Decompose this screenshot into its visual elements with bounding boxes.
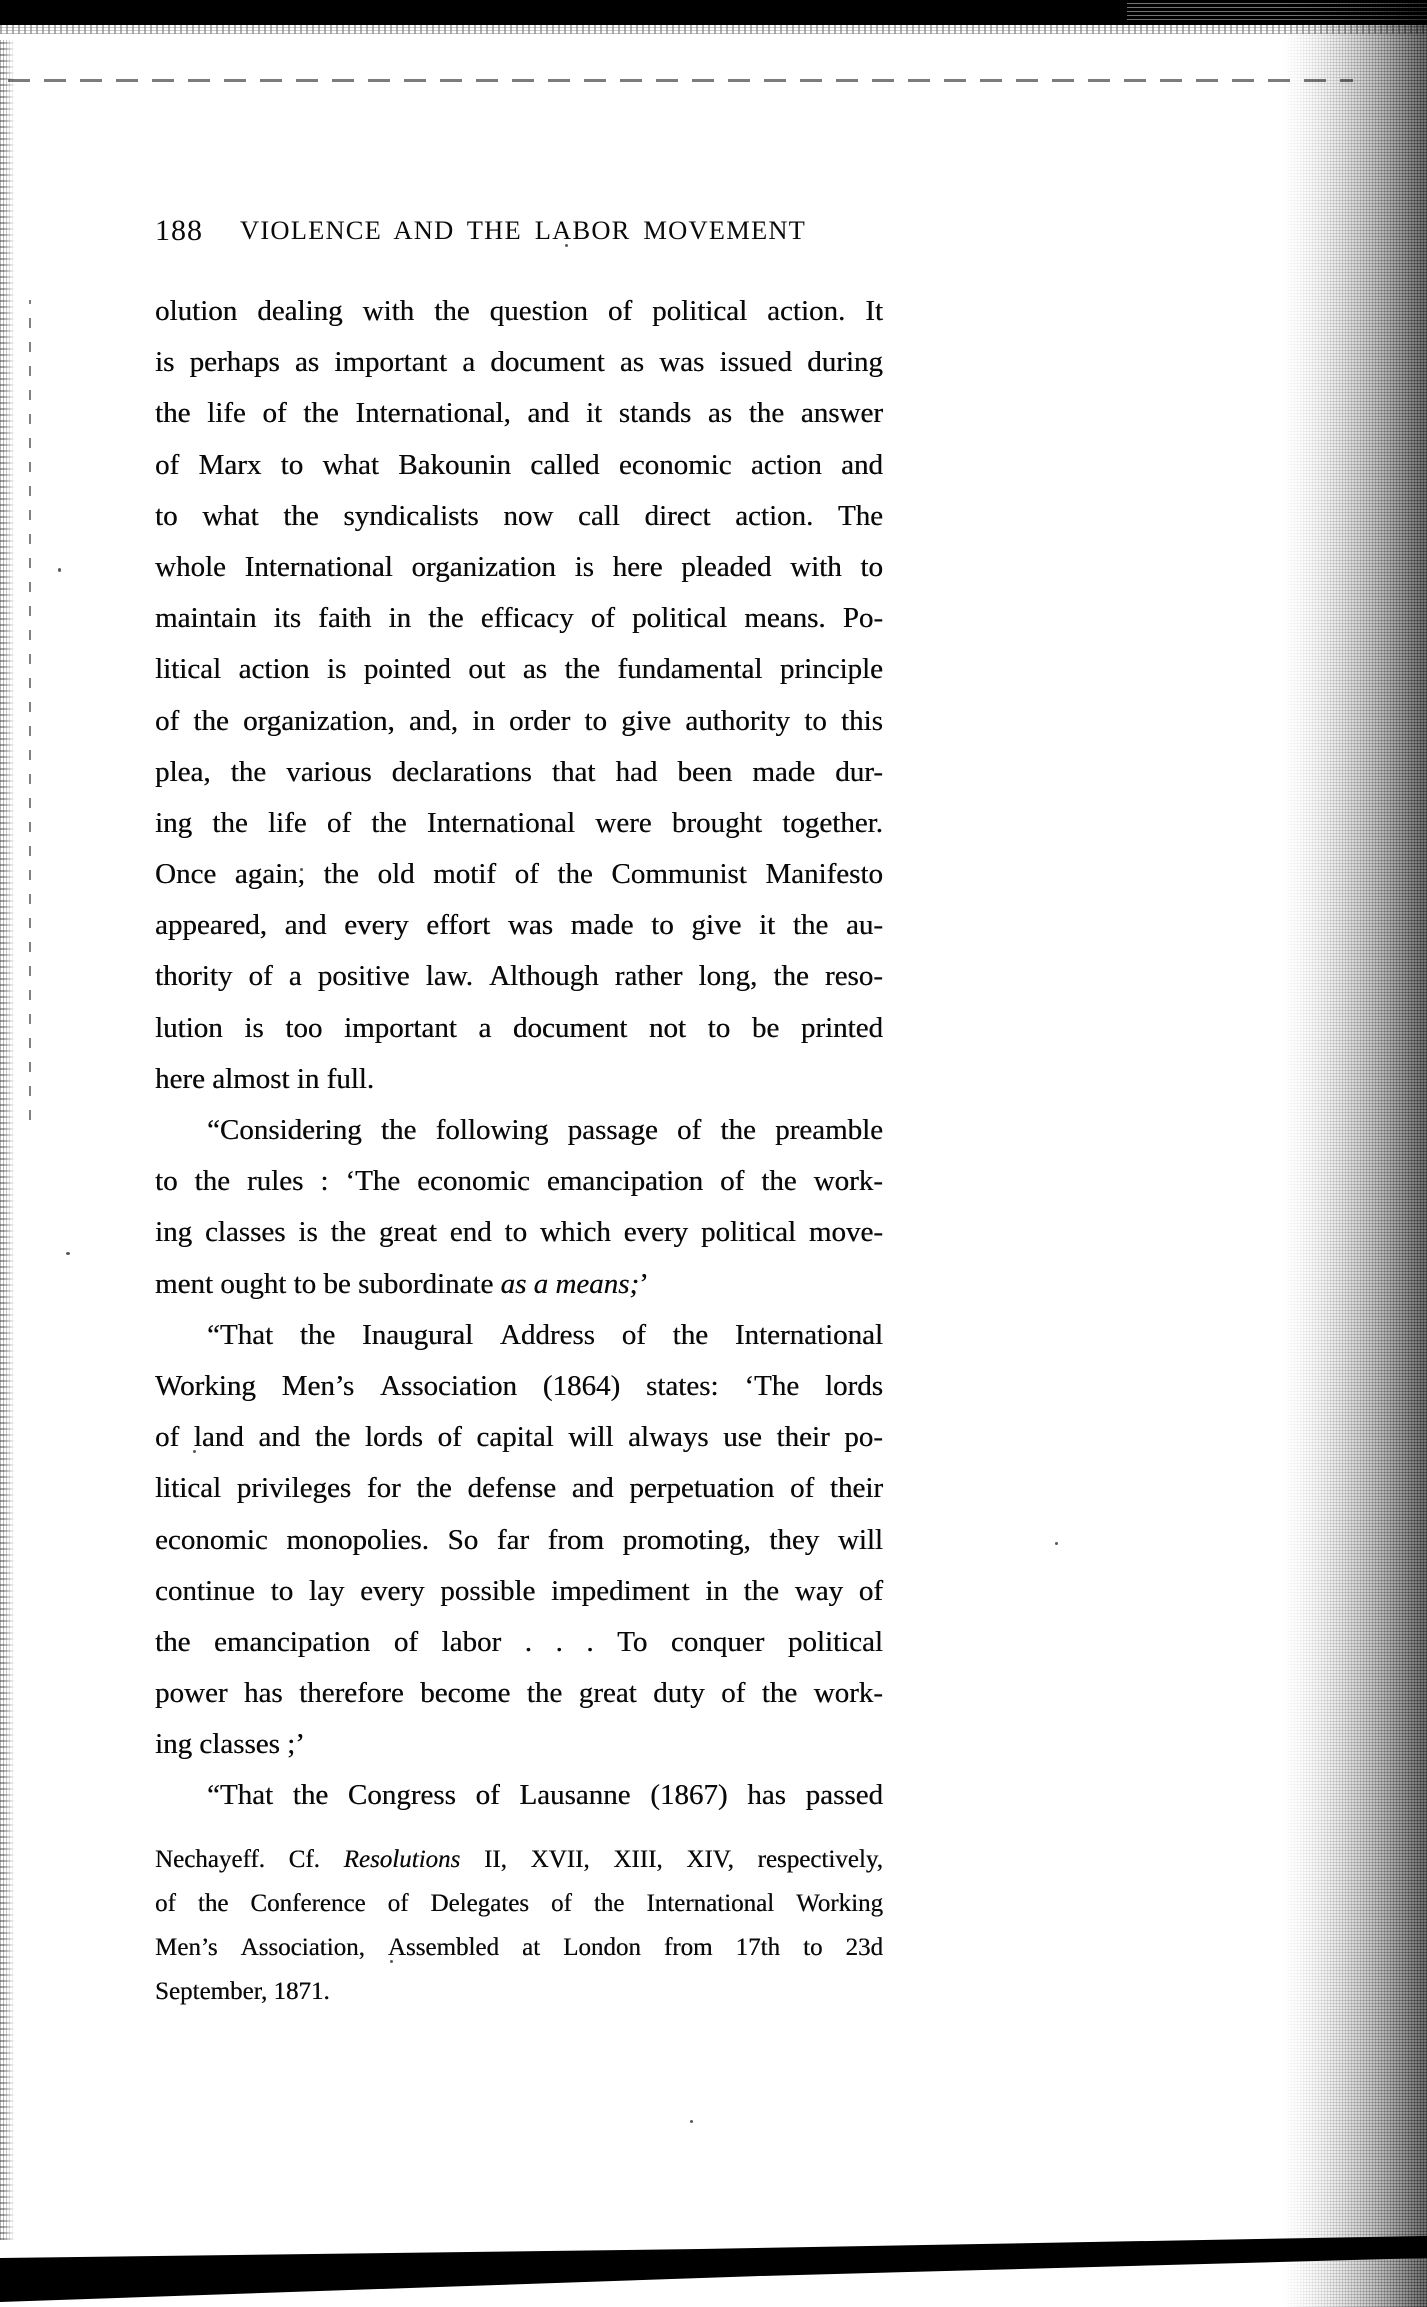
text-line: Nechayeff. Cf. Resolutions II, XVII, XIII, XIV, respectively, <box>155 1846 883 1873</box>
text-line: “That the Inaugural Address of the International <box>207 1318 883 1351</box>
text-line: thority of a positive law. Although rather long, the reso- <box>155 960 883 993</box>
footnote-text <box>155 1838 883 2014</box>
text-line: the life of the International, and it stands as the answer <box>155 397 883 430</box>
text-line: ing the life of the International were brought together. <box>155 806 883 839</box>
text-line: maintain its faith in the efficacy of political means. Po- <box>155 602 883 635</box>
text-line: ing classes is the great end to which every political move- <box>155 1216 883 1249</box>
text-line: lution is too important a document not to be printed <box>155 1011 883 1044</box>
text-line: Once again, the old motif of the Communist Manifesto <box>155 858 883 891</box>
page-number: 188 <box>155 214 203 247</box>
text-line: ment ought to be subordinate as a means;’ <box>155 1267 649 1300</box>
text-line: olution dealing with the question of political action. It <box>155 295 883 327</box>
text-line: whole International organization is here pleaded with to <box>155 550 883 583</box>
scan-edge-left-noise <box>0 40 15 2240</box>
body-text <box>155 286 883 1822</box>
text-line: September, 1871. <box>155 1978 330 2005</box>
scan-speck <box>66 1252 70 1255</box>
text-line: is perhaps as important a document as was issued during <box>155 346 883 379</box>
text-line: continue to lay every possible impediment in the way of <box>155 1574 883 1607</box>
text-line: to the rules : ‘The economic emancipation of the work- <box>155 1165 883 1198</box>
scan-scratch-line <box>8 79 1353 82</box>
text-line: Men’s Association, Assembled at London from 17th to 23d <box>155 1934 883 1961</box>
scan-speck <box>1055 1542 1058 1545</box>
text-line: of the Conference of Delegates of the International Working <box>155 1890 883 1917</box>
text-line: “That the Congress of Lausanne (1867) has passed <box>207 1779 883 1812</box>
scan-speck <box>58 568 61 572</box>
scan-left-dashed-line <box>29 300 31 1120</box>
text-line: litical privileges for the defense and perpetuation of their <box>155 1472 883 1505</box>
scan-speck <box>690 2120 693 2123</box>
text-line: ing classes ;’ <box>155 1728 305 1761</box>
scan-edge-right-noise <box>1282 0 1427 2307</box>
scan-top-speckle <box>0 25 1427 34</box>
text-line: of Marx to what Bakounin called economic action and <box>155 448 883 481</box>
text-line: Working Men’s Association (1864) states: ‘The lords <box>155 1369 883 1402</box>
text-line: appeared, and every effort was made to give it the au- <box>155 909 883 942</box>
text-line: litical action is pointed out as the fundamental principle <box>155 653 883 686</box>
page-header <box>155 212 883 256</box>
text-line: of the organization, and, in order to give authority to this <box>155 704 883 737</box>
running-title: VIOLENCE AND THE LABOR MOVEMENT <box>240 215 807 245</box>
text-line: economic monopolies. So far from promoting, they will <box>155 1523 883 1556</box>
text-line: the emancipation of labor . . . To conquer political <box>155 1625 883 1658</box>
text-line: here almost in full. <box>155 1062 375 1095</box>
scan-edge-top <box>0 0 1427 25</box>
text-line: to what the syndicalists now call direct action. The <box>155 499 883 532</box>
text-line: power has therefore become the great duty of the work- <box>155 1677 883 1710</box>
text-line: “Considering the following passage of the preamble <box>207 1114 883 1146</box>
text-line: of land and the lords of capital will always use their po- <box>155 1421 883 1454</box>
text-line: plea, the various declarations that had been made dur- <box>155 755 883 788</box>
